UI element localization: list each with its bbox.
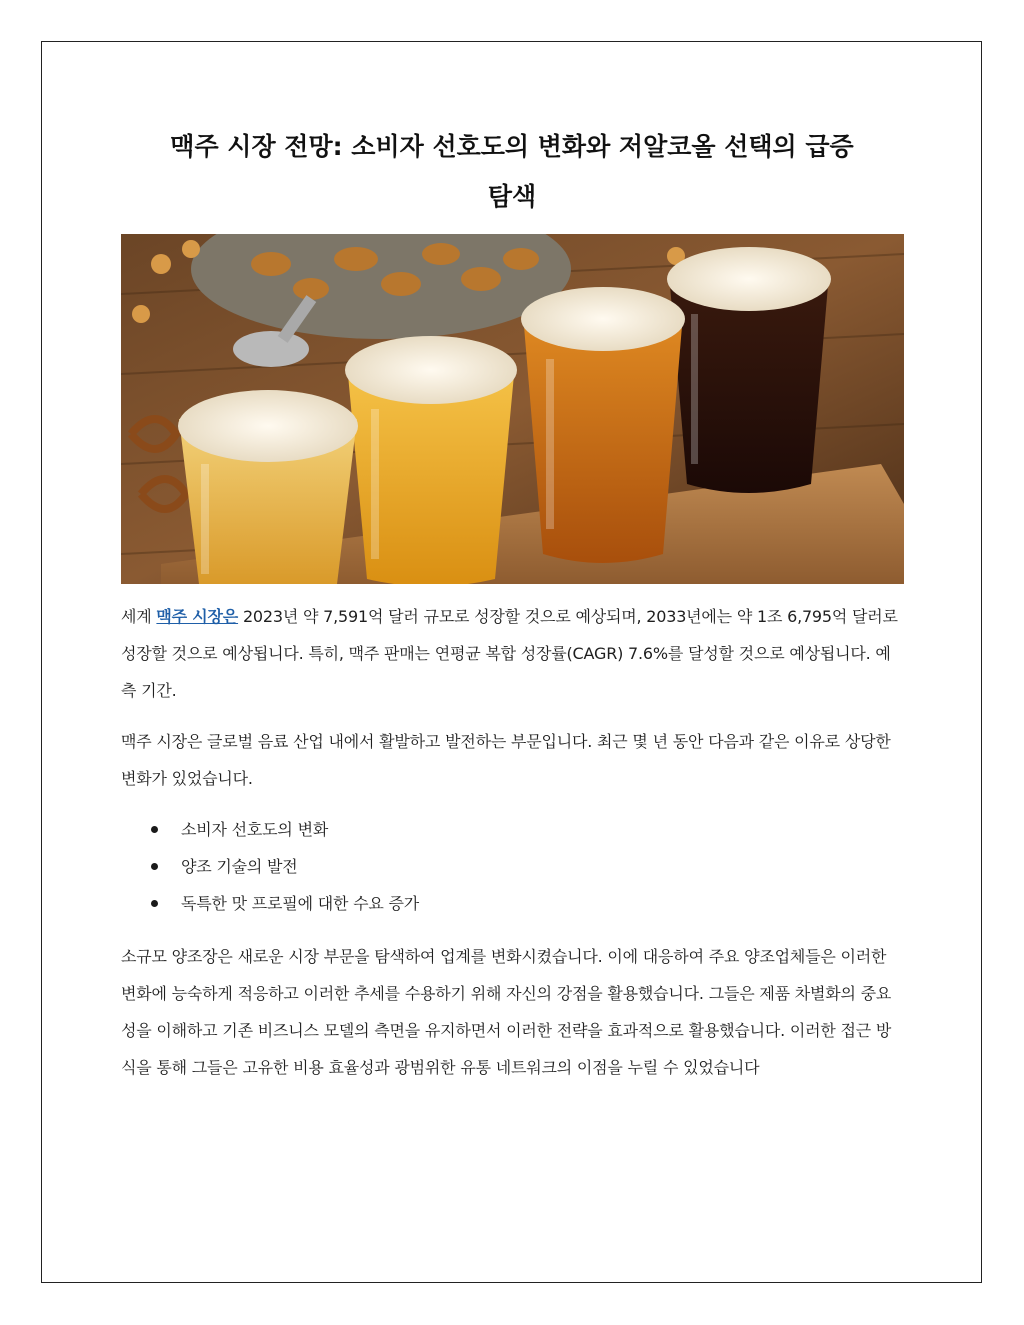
title-line-2: 탐색 — [487, 182, 537, 211]
list-item: 독특한 맛 프로필에 대한 수요 증가 — [121, 885, 903, 922]
paragraph-market-overview: 맥주 시장은 글로벌 음료 산업 내에서 활발하고 발전하는 부문입니다. 최근 몇 년 동안 다음과 같은 이유로 상당한 변화가 있었습니다. — [121, 732, 891, 788]
paragraph-market-size — [121, 598, 903, 709]
list-item: 소비자 선호도의 변화 — [121, 811, 903, 848]
beer-market-link[interactable]: 맥주 시장은 — [156, 607, 239, 626]
bullet-icon — [151, 863, 158, 870]
reasons-list — [121, 811, 903, 922]
para1-prefix: 세계 — [121, 607, 157, 626]
title-line-1: 맥주 시장 전망: 소비자 선호도의 변화와 저알코올 선택의 급증 — [170, 132, 854, 161]
document-title — [121, 122, 903, 222]
document-body — [121, 598, 903, 1100]
bullet-icon — [151, 826, 158, 833]
beer-glasses-photo — [121, 234, 904, 584]
paragraph-brewers: 소규모 양조장은 새로운 시장 부문을 탐색하여 업계를 변화시켰습니다. 이에 대응하여 주요 양조업체들은 이러한 변화에 능숙하게 적응하고 이러한 추세를 수용하기 위해 자신의 강점을 활용했습니다. 그들은 제품 차별화의 중요성을 이해하고 기존 비즈니스 모델의 측면을 유지하면서 이러한 전략을 효과적으로 활용했습니다. 이러한 접근 방식을 통해 그들은 고유한 비용 효율성과 광범위한 유통 네트워크의 이점을 누릴 수 있었습니다 — [121, 947, 892, 1077]
list-item: 양조 기술의 발전 — [121, 848, 903, 885]
bullet-icon — [151, 900, 158, 907]
para1-suffix: 2023년 약 7,591억 달러 규모로 성장할 것으로 예상되며, 2033년에는 약 1조 6,795억 달러로 성장할 것으로 예상됩니다. 특히, 맥주 판매는 연평균 복합 성장률(CAGR) 7.6%를 달성할 것으로 예상됩니다. 예측 기간. — [121, 607, 898, 700]
